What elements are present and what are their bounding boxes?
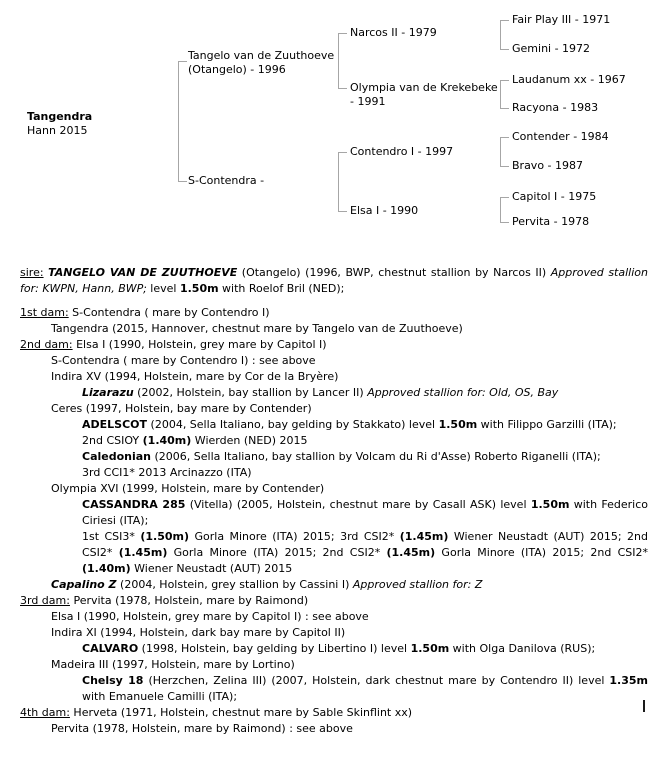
sire-dam-line1: Olympia van de Krekebeke — [350, 81, 498, 94]
report-paragraph: Pervita (1978, Holstein, mare by Raimond) : see above — [51, 722, 353, 735]
report-paragraph: Indira XI (1994, Holstein, dark bay mare by Capitol II) — [51, 626, 346, 639]
tree-connector — [500, 80, 509, 81]
tree-connector — [500, 137, 509, 138]
report-paragraph: Chelsy 18 (Herzchen, Zelina III) (2007, Holstein, dark chestnut mare by Contendro II) level 1.35m with Emanuele Camilli (ITA); — [82, 674, 648, 703]
pedigree-node-dam-sire: Contendro I - 1997 — [350, 145, 454, 158]
root-breed-year: Hann 2015 — [27, 124, 88, 137]
report-paragraph: Indira XV (1994, Holstein, mare by Cor de la Bryère) — [51, 370, 339, 383]
report-paragraph: Caledonian (2006, Sella Italiano, bay stallion by Volcam du Ri d'Asse) Roberto Riganelli (ITA); — [82, 450, 601, 463]
pedigree-node-g3-8: Pervita - 1978 — [512, 215, 590, 228]
report-paragraph: 2nd dam: Elsa I (1990, Holstein, grey mare by Capitol I) — [20, 338, 327, 351]
pedigree-node-sire — [188, 49, 334, 77]
tree-connector — [500, 49, 509, 50]
pedigree-node-dam-dam: Elsa I - 1990 — [350, 204, 419, 217]
sire-name-line1: Tangelo van de Zuuthoeve — [188, 49, 335, 62]
tree-connector — [178, 181, 187, 182]
pedigree-node-g3-4: Racyona - 1983 — [512, 101, 599, 114]
tree-connector — [500, 222, 509, 223]
report-paragraph: CALVARO (1998, Holstein, bay gelding by Libertino I) level 1.50m with Olga Danilova (RUS); — [82, 642, 596, 655]
pedigree-node-g3-7: Capitol I - 1975 — [512, 190, 597, 203]
tree-connector — [338, 152, 347, 153]
pedigree-node-g3-3: Laudanum xx - 1967 — [512, 73, 626, 86]
pedigree-node-sire-sire: Narcos II - 1979 — [350, 26, 437, 39]
tree-connector — [500, 80, 501, 108]
report-paragraph: Tangendra (2015, Hannover, chestnut mare by Tangelo van de Zuuthoeve) — [51, 322, 463, 335]
report-paragraph: Capalino Z (2004, Holstein, grey stallion by Cassini I) Approved stallion for: Z — [51, 578, 483, 591]
tree-connector — [338, 88, 347, 89]
report-paragraph: Ceres (1997, Holstein, bay mare by Contender) — [51, 402, 312, 415]
tree-connector — [338, 152, 339, 211]
tree-connector — [500, 108, 509, 109]
sire-name-line2: (Otangelo) - 1996 — [188, 63, 286, 76]
tree-connector — [338, 33, 339, 88]
tree-connector — [500, 137, 501, 166]
pedigree-node-g3-1: Fair Play III - 1971 — [512, 13, 611, 26]
report-paragraph: 3rd dam: Pervita (1978, Holstein, mare by Raimond) — [20, 594, 309, 607]
text-cursor — [643, 700, 645, 712]
tree-connector — [338, 33, 347, 34]
report-paragraph: 1st CSI3* (1.50m) Gorla Minore (ITA) 2015; 3rd CSI2* (1.45m) Wiener Neustadt (AUT) 2015; 2nd CSI2* (1.45m) Gorla Minore (ITA) 2015; 2nd CSI2* (1.45m) Gorla Minore (ITA) 2015; 2nd CSI2* (1.40m) Wiener Neustadt (AUT) 2015 — [82, 530, 648, 575]
tree-connector — [500, 20, 509, 21]
pedigree-node-g3-6: Bravo - 1987 — [512, 159, 584, 172]
root-name: Tangendra — [27, 110, 93, 123]
pedigree-root — [27, 110, 92, 138]
pedigree-node-g3-2: Gemini - 1972 — [512, 42, 591, 55]
sire-dam-line2: - 1991 — [350, 95, 386, 108]
pedigree-tree — [0, 0, 670, 258]
tree-connector — [178, 61, 187, 62]
pedigree-node-g3-5: Contender - 1984 — [512, 130, 609, 143]
report-paragraph: sire: TANGELO VAN DE ZUUTHOEVE (Otangelo) (1996, BWP, chestnut stallion by Narcos II) Approved stallion for: KWPN, Hann, BWP; level 1.50m with Roelof Bril (NED); — [20, 266, 648, 295]
report-paragraph: CASSANDRA 285 (Vitella) (2005, Holstein, chestnut mare by Casall ASK) level 1.50m with Federico Ciriesi (ITA); — [82, 498, 649, 527]
report-paragraph: 4th dam: Herveta (1971, Holstein, chestnut mare by Sable Skinflint xx) — [20, 706, 413, 719]
report-paragraph: 2nd CSIOY (1.40m) Wierden (NED) 2015 — [82, 434, 308, 447]
report-paragraph: ADELSCOT (2004, Sella Italiano, bay gelding by Stakkato) level 1.50m with Filippo Garzilli (ITA); — [82, 418, 617, 431]
report-paragraph: Olympia XVI (1999, Holstein, mare by Contender) — [51, 482, 325, 495]
report-paragraph: Lizarazu (2002, Holstein, bay stallion by Lancer II) Approved stallion for: Old, OS, Bay — [82, 386, 559, 399]
report-paragraph: Elsa I (1990, Holstein, grey mare by Capitol I) : see above — [51, 610, 369, 623]
tree-connector — [178, 61, 179, 181]
report-paragraph: 1st dam: S-Contendra ( mare by Contendro I) — [20, 306, 270, 319]
report-paragraph: 3rd CCI1* 2013 Arcinazzo (ITA) — [82, 466, 252, 479]
tree-connector — [500, 197, 509, 198]
pedigree-node-dam: S-Contendra - — [188, 174, 265, 187]
tree-connector — [500, 197, 501, 222]
pedigree-report — [20, 265, 648, 737]
tree-connector — [338, 211, 347, 212]
tree-connector — [500, 20, 501, 49]
report-paragraph: Madeira III (1997, Holstein, mare by Lortino) — [51, 658, 295, 671]
report-paragraph: S-Contendra ( mare by Contendro I) : see above — [51, 354, 316, 367]
pedigree-node-sire-dam — [350, 81, 498, 109]
tree-connector — [500, 166, 509, 167]
